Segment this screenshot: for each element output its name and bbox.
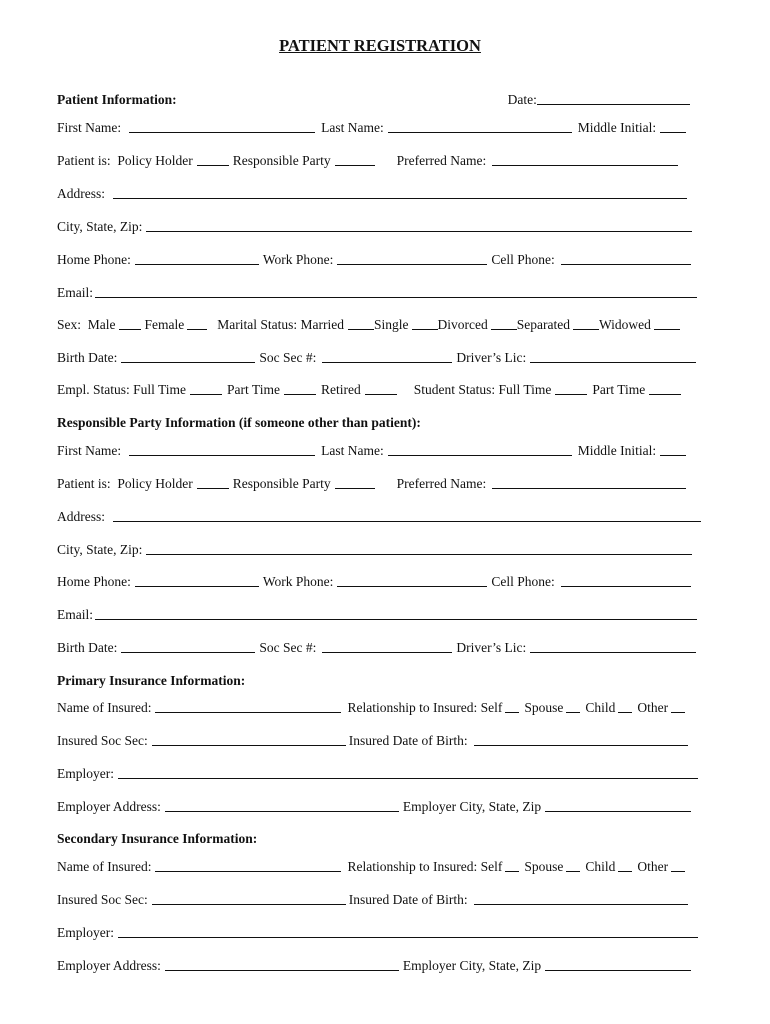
preferred-name-label: Preferred Name: xyxy=(396,153,487,168)
si-name-insured-label: Name of Insured: xyxy=(57,859,152,874)
last-name-label: Last Name: xyxy=(321,120,384,135)
patient-is-policy-holder-label: Patient is: Policy Holder xyxy=(57,153,193,168)
empl-full-time-field[interactable] xyxy=(190,393,222,395)
responsible-email-row xyxy=(57,607,697,623)
patient-name-row xyxy=(57,120,686,136)
responsible-name-row xyxy=(57,443,686,459)
city-state-zip-label: City, State, Zip: xyxy=(57,219,143,234)
rp-address-label: Address: xyxy=(57,509,105,524)
cell-phone-field[interactable] xyxy=(561,263,691,265)
pi-employer-address-label: Employer Address: xyxy=(57,799,161,814)
secondary-insured-row xyxy=(57,859,685,875)
responsible-phone-row xyxy=(57,574,691,590)
rp-address-field[interactable] xyxy=(113,520,701,522)
pi-name-insured-field[interactable] xyxy=(155,711,341,713)
single-field[interactable] xyxy=(412,328,438,330)
si-employer-field[interactable] xyxy=(118,936,698,938)
married-field[interactable] xyxy=(348,328,374,330)
si-insured-soc-sec-field[interactable] xyxy=(152,903,346,905)
pi-child-label: Child xyxy=(585,700,616,715)
rp-drivers-lic-label: Driver’s Lic: xyxy=(456,640,527,655)
rp-first-name-field[interactable] xyxy=(129,454,315,456)
student-part-time-field[interactable] xyxy=(649,393,681,395)
responsible-birth-row xyxy=(57,640,696,656)
widowed-field[interactable] xyxy=(654,328,680,330)
patient-birth-row xyxy=(57,350,696,366)
responsible-heading-row xyxy=(57,415,421,431)
si-spouse-label: Spouse xyxy=(524,859,564,874)
student-full-time-field[interactable] xyxy=(555,393,587,395)
rp-last-name-field[interactable] xyxy=(388,454,572,456)
primary-soc-row xyxy=(57,733,688,749)
pi-employer-label: Employer: xyxy=(57,766,114,781)
divorced-label: Divorced xyxy=(437,317,488,332)
male-field[interactable] xyxy=(119,328,141,330)
city-state-zip-field[interactable] xyxy=(146,230,692,232)
patient-info-heading: Patient Information: xyxy=(57,92,177,107)
rp-email-label: Email: xyxy=(57,607,93,622)
pi-insured-dob-field[interactable] xyxy=(474,744,688,746)
si-relationship-self-label: Relationship to Insured: Self xyxy=(347,859,503,874)
drivers-lic-field[interactable] xyxy=(530,361,696,363)
middle-initial-label: Middle Initial: xyxy=(577,120,657,135)
last-name-field[interactable] xyxy=(388,131,572,133)
patient-phone-row xyxy=(57,252,691,268)
rp-work-phone-field[interactable] xyxy=(337,585,487,587)
rp-home-phone-field[interactable] xyxy=(135,585,259,587)
sex-marital-row xyxy=(57,317,680,333)
drivers-lic-label: Driver’s Lic: xyxy=(456,350,527,365)
responsible-city-row xyxy=(57,542,692,558)
work-phone-label: Work Phone: xyxy=(262,252,334,267)
rp-first-name-label: First Name: xyxy=(57,443,122,458)
pi-other-field[interactable] xyxy=(671,711,685,713)
pi-employer-city-field[interactable] xyxy=(545,810,691,812)
patient-email-row xyxy=(57,285,697,301)
soc-sec-field[interactable] xyxy=(322,361,452,363)
rp-birth-date-label: Birth Date: xyxy=(57,640,118,655)
primary-insurance-heading: Primary Insurance Information: xyxy=(57,673,246,688)
work-phone-field[interactable] xyxy=(337,263,487,265)
rp-preferred-name-field[interactable] xyxy=(492,487,686,489)
pi-child-field[interactable] xyxy=(618,711,632,713)
secondary-employer-row xyxy=(57,925,698,941)
rp-preferred-name-label: Preferred Name: xyxy=(396,476,487,491)
cell-phone-label: Cell Phone: xyxy=(491,252,555,267)
home-phone-field[interactable] xyxy=(135,263,259,265)
rp-work-phone-label: Work Phone: xyxy=(262,574,334,589)
si-insured-dob-label: Insured Date of Birth: xyxy=(348,892,468,907)
preferred-name-field[interactable] xyxy=(492,164,678,166)
single-label: Single xyxy=(373,317,409,332)
si-insured-dob-field[interactable] xyxy=(474,903,688,905)
si-employer-address-label: Employer Address: xyxy=(57,958,161,973)
birth-date-label: Birth Date: xyxy=(57,350,118,365)
patient-address-row xyxy=(57,186,687,202)
si-other-label: Other xyxy=(637,859,669,874)
empl-status-full-time-label: Empl. Status: Full Time xyxy=(57,382,187,397)
empl-part-time-field[interactable] xyxy=(284,393,316,395)
student-status-full-time-label: Student Status: Full Time xyxy=(413,382,552,397)
widowed-label: Widowed xyxy=(598,317,651,332)
primary-employer-row xyxy=(57,766,698,782)
patient-is-row xyxy=(57,153,678,169)
pi-name-insured-label: Name of Insured: xyxy=(57,700,152,715)
si-employer-label: Employer: xyxy=(57,925,114,940)
si-child-label: Child xyxy=(585,859,616,874)
sex-male-label: Sex: Male xyxy=(57,317,116,332)
si-employer-city-field[interactable] xyxy=(545,969,691,971)
patient-city-row xyxy=(57,219,692,235)
primary-employer-address-row xyxy=(57,799,691,815)
retired-label: Retired xyxy=(320,382,361,397)
rp-middle-initial-label: Middle Initial: xyxy=(577,443,657,458)
rp-soc-sec-label: Soc Sec #: xyxy=(259,640,317,655)
pi-other-label: Other xyxy=(637,700,669,715)
secondary-employer-address-row xyxy=(57,958,691,974)
rp-birth-date-field[interactable] xyxy=(121,651,255,653)
si-child-field[interactable] xyxy=(618,870,632,872)
si-employer-city-label: Employer City, State, Zip xyxy=(402,958,542,973)
pi-employer-address-field[interactable] xyxy=(165,810,399,812)
si-other-field[interactable] xyxy=(671,870,685,872)
date-field[interactable] xyxy=(537,103,690,105)
rp-city-state-zip-field[interactable] xyxy=(146,553,692,555)
pi-employer-field[interactable] xyxy=(118,777,698,779)
si-name-insured-field[interactable] xyxy=(155,870,341,872)
email-label: Email: xyxy=(57,285,93,300)
pi-insured-soc-sec-label: Insured Soc Sec: xyxy=(57,733,148,748)
rp-city-state-zip-label: City, State, Zip: xyxy=(57,542,143,557)
separated-field[interactable] xyxy=(573,328,599,330)
si-employer-address-field[interactable] xyxy=(165,969,399,971)
pi-self-field[interactable] xyxy=(505,711,519,713)
primary-insured-row xyxy=(57,700,685,716)
pi-spouse-field[interactable] xyxy=(566,711,580,713)
email-field[interactable] xyxy=(95,296,697,298)
responsible-party-label: Responsible Party xyxy=(232,153,331,168)
rp-patient-is-label: Patient is: Policy Holder xyxy=(57,476,193,491)
rp-email-field[interactable] xyxy=(95,618,697,620)
first-name-field[interactable] xyxy=(129,131,315,133)
rp-soc-sec-field[interactable] xyxy=(322,651,452,653)
secondary-soc-row xyxy=(57,892,688,908)
rp-cell-phone-field[interactable] xyxy=(561,585,691,587)
si-self-field[interactable] xyxy=(505,870,519,872)
first-name-label: First Name: xyxy=(57,120,122,135)
address-label: Address: xyxy=(57,186,105,201)
pi-spouse-label: Spouse xyxy=(524,700,564,715)
middle-initial-field[interactable] xyxy=(660,131,686,133)
soc-sec-label: Soc Sec #: xyxy=(259,350,317,365)
rp-drivers-lic-field[interactable] xyxy=(530,651,696,653)
rp-home-phone-label: Home Phone: xyxy=(57,574,131,589)
policy-holder-field[interactable] xyxy=(197,164,229,166)
divorced-field[interactable] xyxy=(491,328,517,330)
rp-middle-initial-field[interactable] xyxy=(660,454,686,456)
employment-row xyxy=(57,382,681,398)
pi-insured-dob-label: Insured Date of Birth: xyxy=(348,733,468,748)
responsible-address-row xyxy=(57,509,701,525)
responsible-party-field[interactable] xyxy=(335,164,375,166)
student-part-time-label: Part Time xyxy=(592,382,646,397)
birth-date-field[interactable] xyxy=(121,361,255,363)
rp-policy-holder-field[interactable] xyxy=(197,487,229,489)
pi-insured-soc-sec-field[interactable] xyxy=(152,744,346,746)
secondary-heading-row xyxy=(57,831,257,847)
female-field[interactable] xyxy=(187,328,207,330)
date-label: Date: xyxy=(507,92,537,107)
rp-cell-phone-label: Cell Phone: xyxy=(491,574,555,589)
female-label: Female xyxy=(144,317,185,332)
patient-heading-row xyxy=(57,92,697,108)
separated-label: Separated xyxy=(516,317,570,332)
primary-heading-row xyxy=(57,673,245,689)
marital-status-married-label: Marital Status: Married xyxy=(217,317,344,332)
page-title: PATIENT REGISTRATION xyxy=(279,36,481,55)
retired-field[interactable] xyxy=(365,393,397,395)
si-spouse-field[interactable] xyxy=(566,870,580,872)
responsible-is-row xyxy=(57,476,686,492)
empl-part-time-label: Part Time xyxy=(227,382,280,397)
si-insured-soc-sec-label: Insured Soc Sec: xyxy=(57,892,148,907)
pi-relationship-self-label: Relationship to Insured: Self xyxy=(347,700,503,715)
rp-responsible-party-field[interactable] xyxy=(335,487,375,489)
rp-last-name-label: Last Name: xyxy=(321,443,384,458)
rp-responsible-party-label: Responsible Party xyxy=(232,476,331,491)
pi-employer-city-label: Employer City, State, Zip xyxy=(402,799,542,814)
responsible-party-heading: Responsible Party Information (if someone other than patient): xyxy=(57,415,421,430)
address-field[interactable] xyxy=(113,197,687,199)
secondary-insurance-heading: Secondary Insurance Information: xyxy=(57,831,258,846)
home-phone-label: Home Phone: xyxy=(57,252,131,267)
